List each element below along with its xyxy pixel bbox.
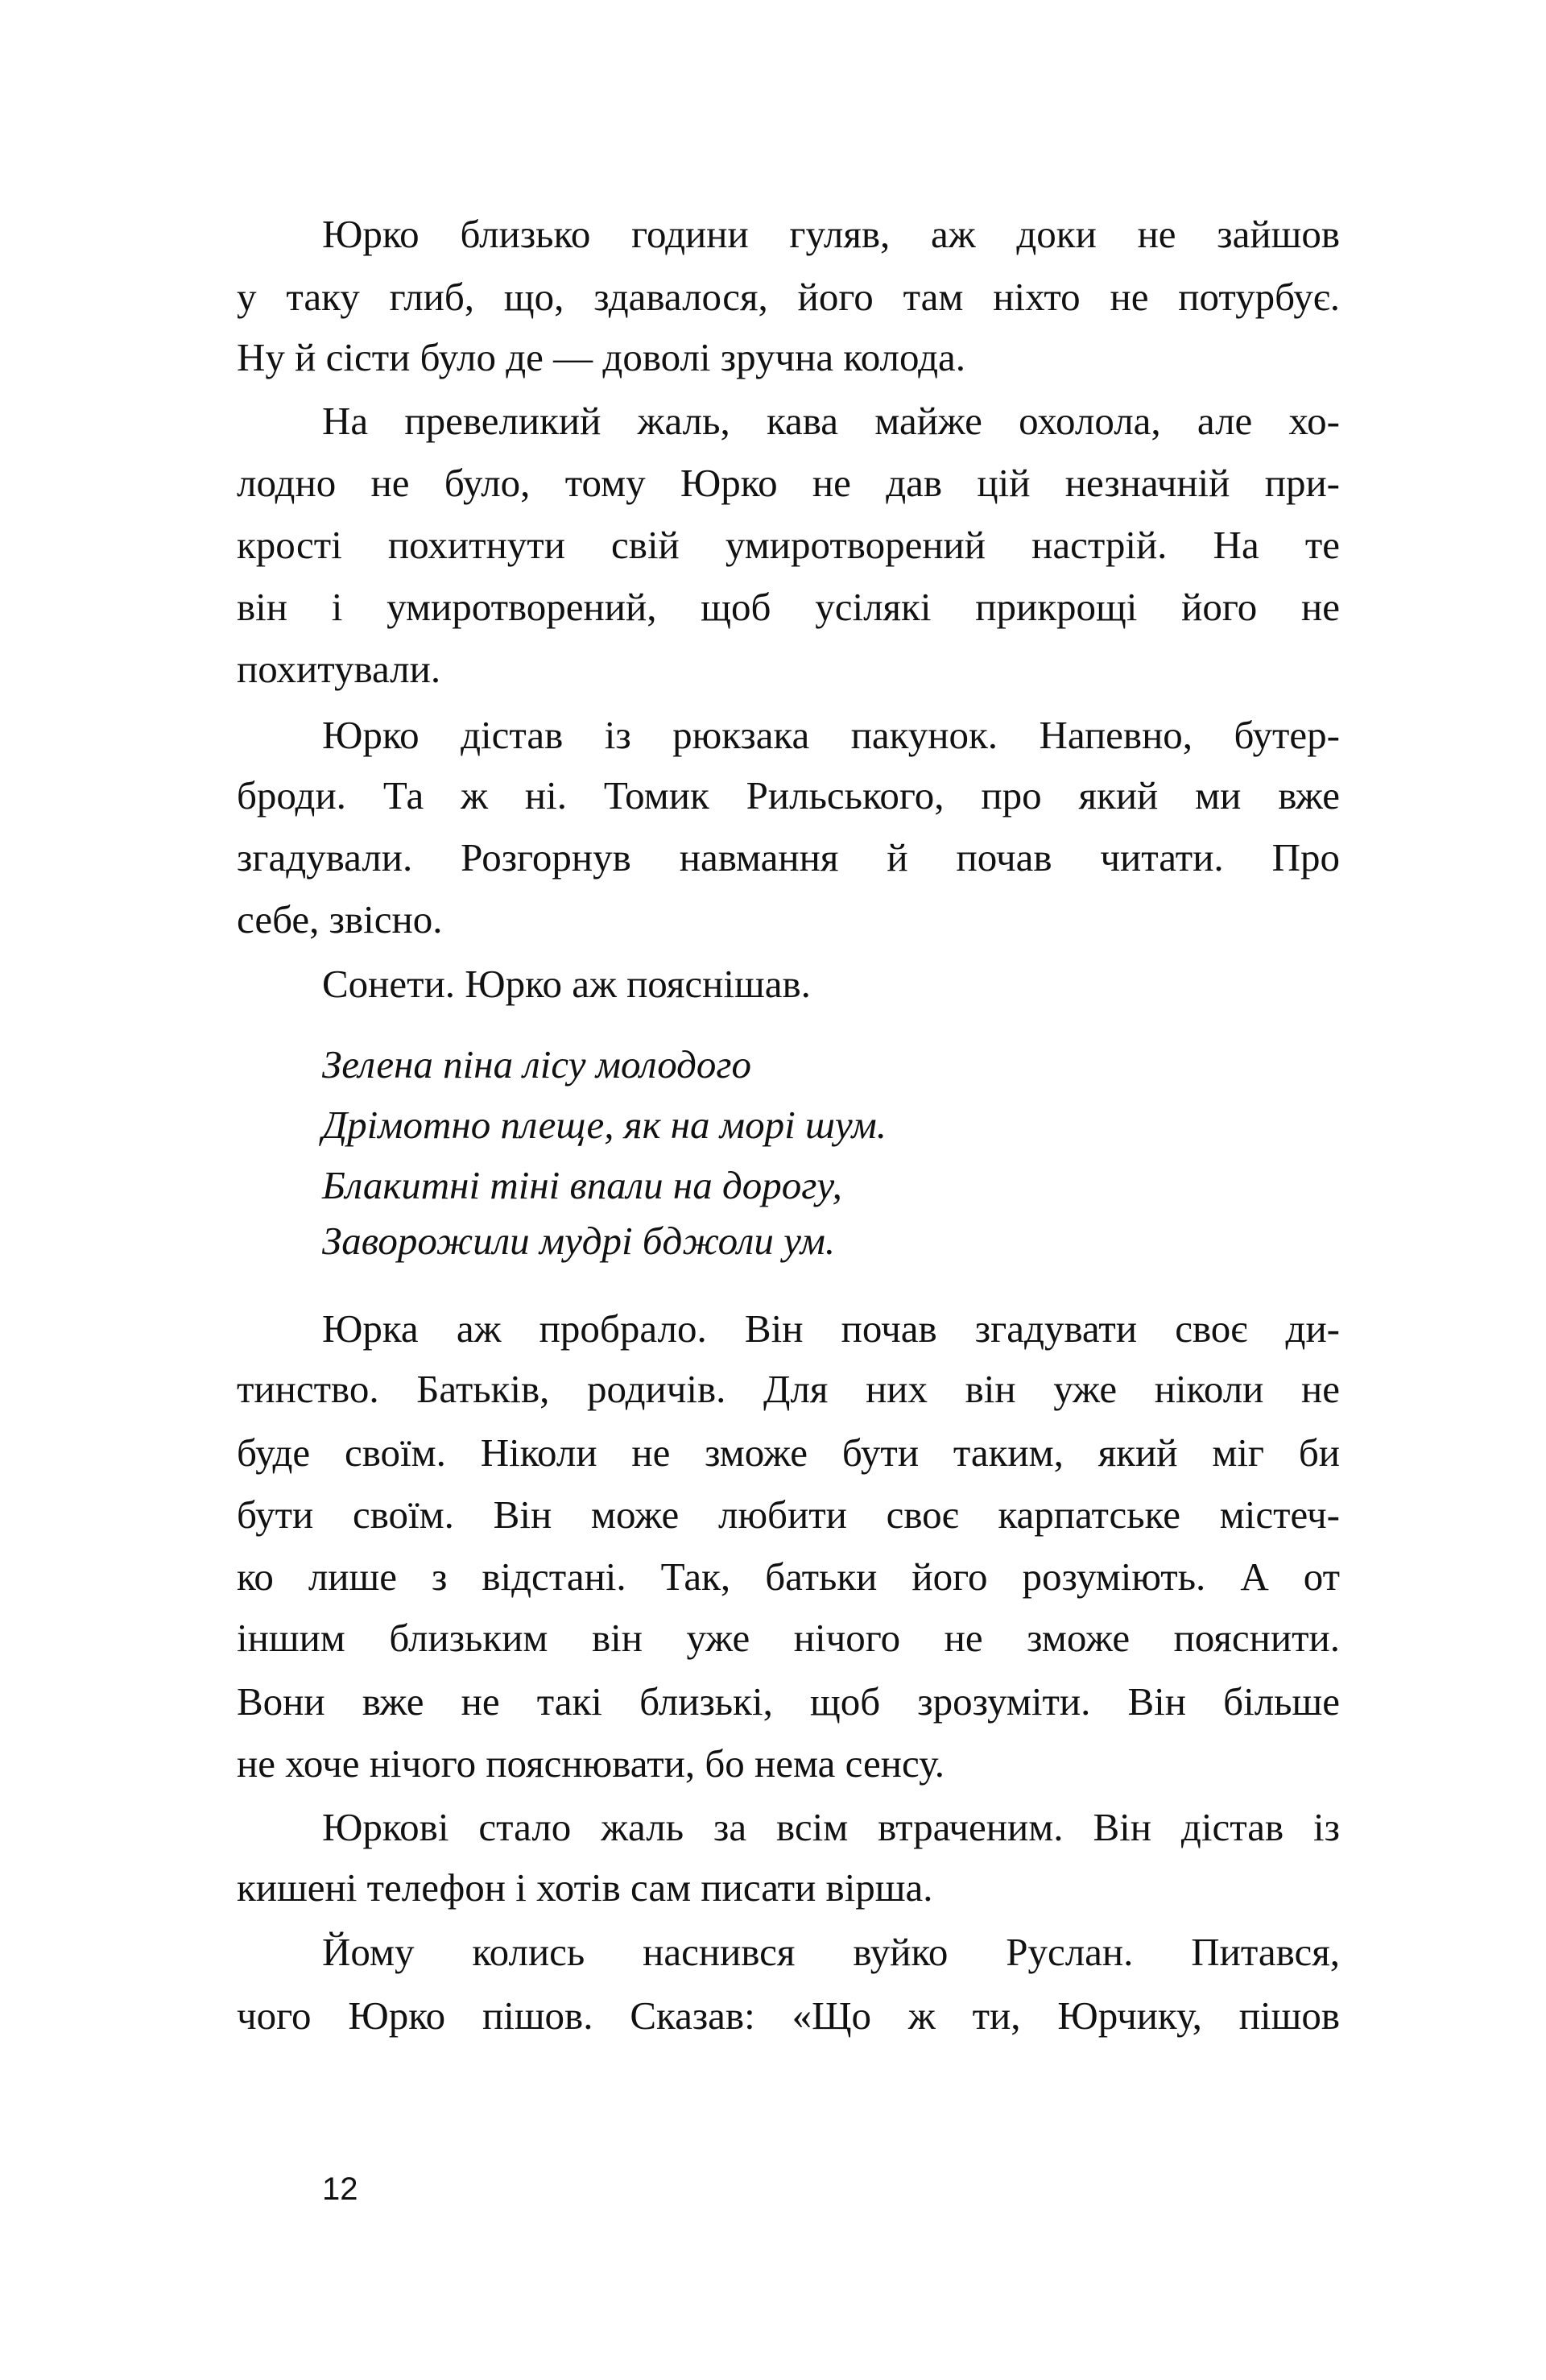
text-line: Йому колись наснився вуйко Руслан. Питався,	[322, 1930, 1340, 1974]
text-line: Юрко дістав із рюкзака пакунок. Напевно, бутер-	[322, 713, 1340, 757]
text-line: Сонети. Юрко аж пояснішав.	[322, 962, 811, 1006]
text-line: броди. Та ж ні. Томик Рильського, про який ми вже	[237, 773, 1340, 817]
text-line: себе, звісно.	[237, 897, 443, 942]
poem-line: Зелена піна лісу молодого	[322, 1042, 752, 1087]
text-line: бути своїм. Він може любити своє карпатське містеч-	[237, 1492, 1340, 1537]
text-line: похитували.	[237, 647, 441, 691]
text-line: крості похитнути свій умиротворений настрій. На те	[237, 523, 1340, 567]
text-line: Ну й сісти було де — доволі зручна колода.	[237, 335, 966, 379]
text-line: Юркові стало жаль за всім втраченим. Він дістав із	[322, 1805, 1340, 1849]
text-line: Юрко близько години гуляв, аж доки не зайшов	[322, 212, 1340, 256]
poem-line: Заворожили мудрі бджоли ум.	[322, 1219, 836, 1263]
text-line: буде своїм. Ніколи не зможе бути таким, який міг би	[237, 1430, 1340, 1475]
text-line: чого Юрко пішов. Сказав: «Що ж ти, Юрчику, пішов	[237, 1993, 1340, 2038]
text-line: кишені телефон і хотів сам писати вірша.	[237, 1865, 933, 1910]
poem-line: Дрімотно плеще, як на морі шум.	[322, 1103, 887, 1147]
text-line: ко лише з відстані. Так, батьки його розуміють. А от	[237, 1554, 1340, 1599]
text-line: у таку глиб, що, здавалося, його там ніхто не потурбує.	[237, 275, 1340, 319]
text-line: він і умиротворений, щоб усілякі прикрощі його не	[237, 585, 1340, 629]
text-line: тинство. Батьків, родичів. Для них він уже ніколи не	[237, 1367, 1340, 1411]
text-line: На превеликий жаль, кава майже охолола, але хо-	[322, 399, 1340, 443]
poem-line: Блакитні тіні впали на дорогу,	[322, 1163, 842, 1207]
text-line: лодно не було, тому Юрко не дав цій незначній при-	[237, 461, 1340, 505]
text-line: не хоче нічого пояснювати, бо нема сенсу.	[237, 1741, 945, 1786]
page-number: 12	[322, 2171, 358, 2207]
text-line: згадували. Розгорнув навмання й почав читати. Про	[237, 835, 1340, 880]
text-line: Юрка аж пробрало. Він почав згадувати своє ди-	[322, 1306, 1340, 1351]
text-line: іншим близьким він уже нічого не зможе пояснити.	[237, 1616, 1340, 1660]
text-line: Вони вже не такі близькі, щоб зрозуміти. Він більше	[237, 1679, 1340, 1724]
